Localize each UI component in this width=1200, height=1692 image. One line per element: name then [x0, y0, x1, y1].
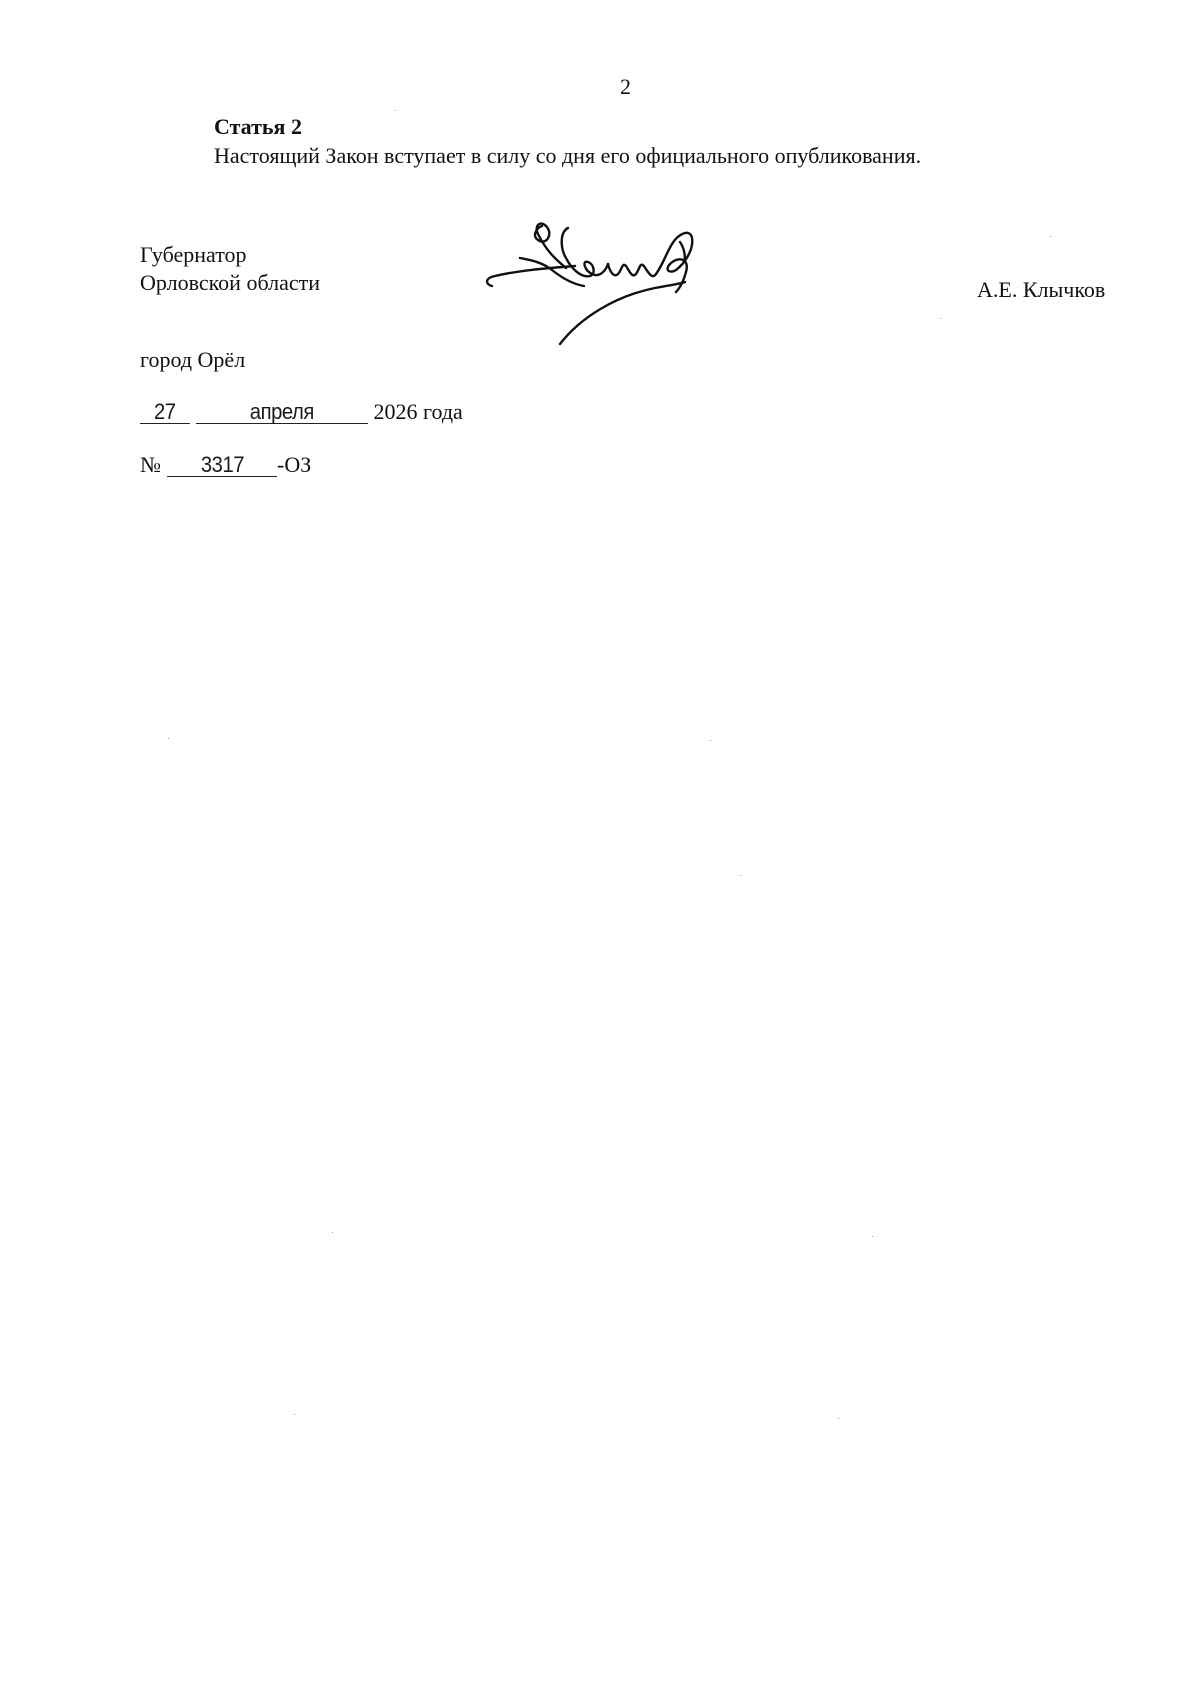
law-number-suffix: -ОЗ [277, 452, 312, 477]
law-number-blank [167, 452, 277, 477]
signatory-name: А.Е. Клычков [977, 277, 1106, 302]
signatory-position-line1: Губернатор [140, 242, 247, 267]
article-text: Настоящий Закон вступает в силу со дня его официального опубликования. [214, 143, 922, 168]
date-month-blank [196, 399, 368, 424]
law-number-prefix: № [140, 452, 161, 477]
place-city: город Орёл [140, 347, 246, 372]
article-title: Статья 2 [214, 114, 302, 139]
date-year: 2026 года [373, 399, 463, 424]
law-number-row [140, 452, 311, 478]
law-number: 3317 [200, 452, 244, 477]
handwritten-signature [480, 218, 715, 348]
signatory-position-line2: Орловской области [140, 270, 320, 295]
date-day-blank [140, 399, 190, 424]
page-number: 2 [620, 74, 631, 99]
date-row [140, 399, 463, 425]
date-month: апреля [249, 399, 315, 424]
date-day: 27 [154, 399, 176, 424]
